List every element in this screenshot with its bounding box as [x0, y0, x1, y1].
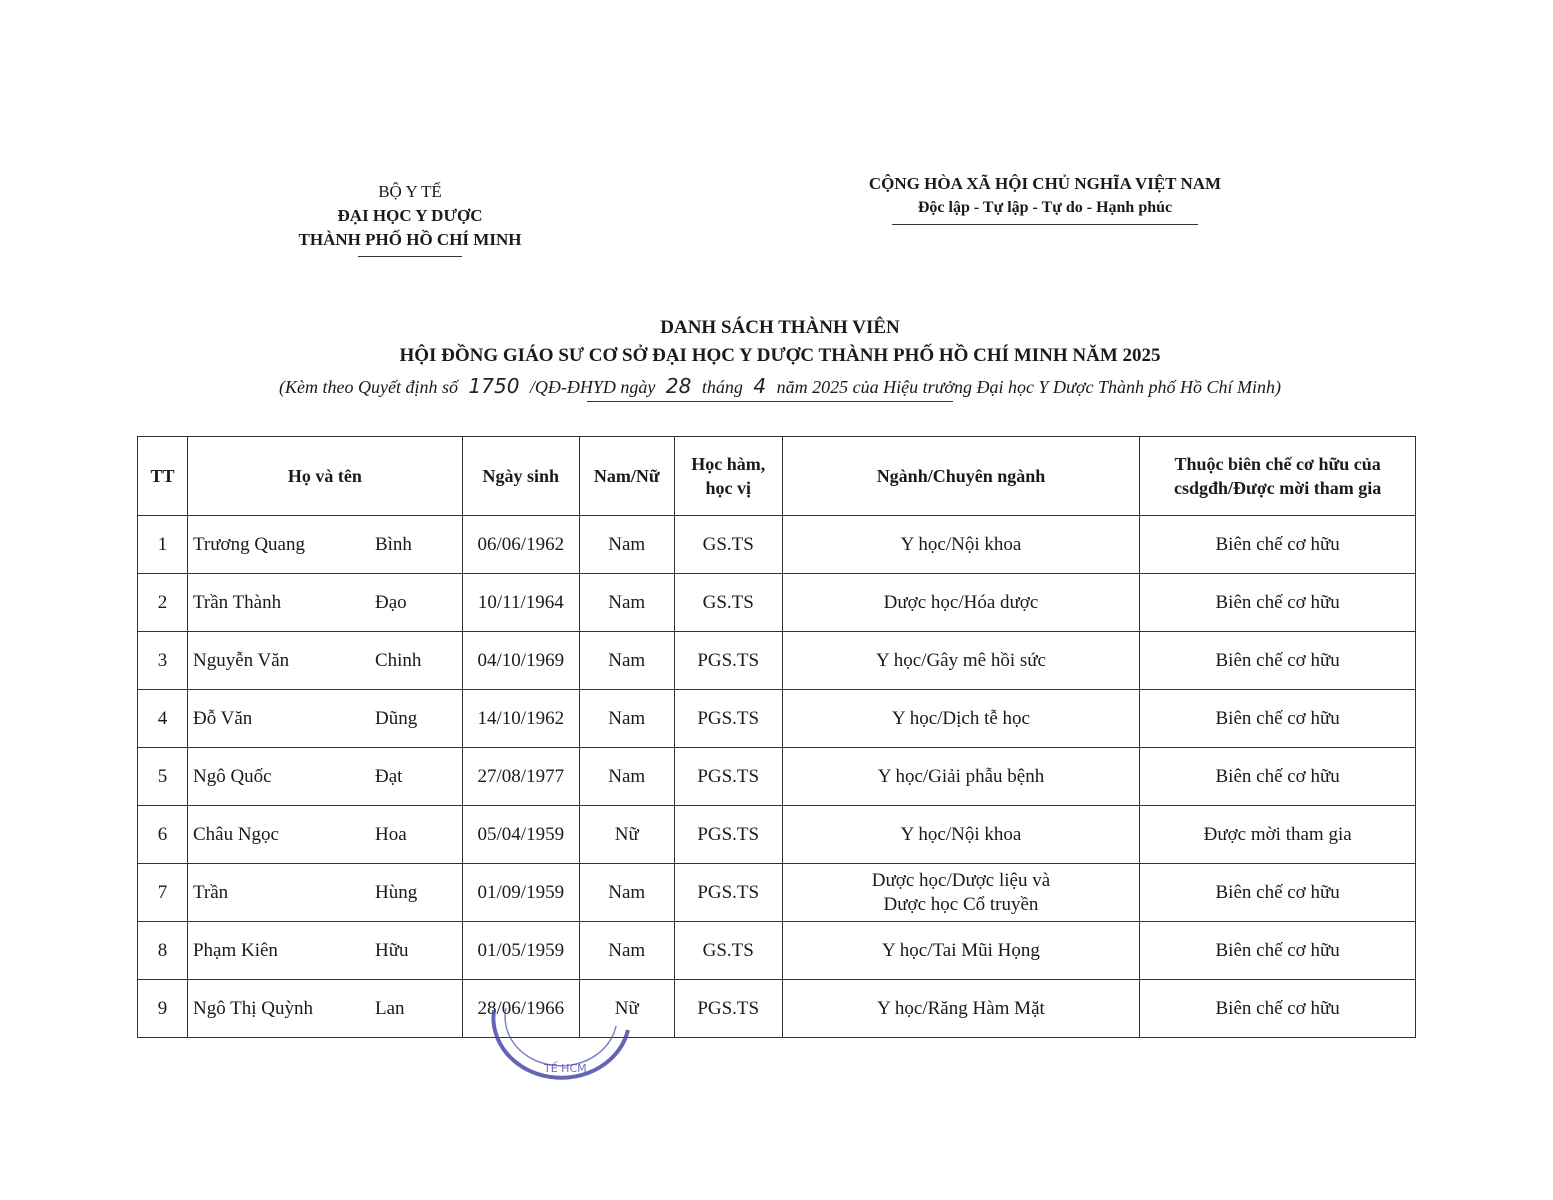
cell-dob: 28/06/1966 [462, 980, 579, 1038]
header-dob: Ngày sinh [462, 437, 579, 516]
reference-suffix: năm 2025 của Hiệu trưởng Đại học Y Dược Thành phố Hồ Chí Minh) [776, 377, 1281, 397]
ministry-name: BỘ Y TẾ [378, 182, 442, 201]
reference-prefix: (Kèm theo Quyết định số [279, 377, 459, 397]
cell-gender: Nam [579, 864, 674, 922]
header-rank [674, 437, 782, 516]
cell-given-name: Lan [374, 997, 405, 1019]
cell-gender: Nam [579, 516, 674, 574]
cell-rank: PGS.TS [674, 864, 782, 922]
header-gender: Nam/Nữ [579, 437, 674, 516]
field-line-1: Y học/Tai Mũi Họng [882, 939, 1040, 961]
field-line-1: Y học/Nội khoa [900, 533, 1022, 555]
table-row [138, 632, 1416, 690]
cell-status: Biên chế cơ hữu [1140, 574, 1416, 632]
cell-given-name: Hữu [374, 939, 409, 961]
cell-rank: PGS.TS [674, 690, 782, 748]
cell-tt: 2 [138, 574, 188, 632]
field-line-1: Y học/Giải phẫu bệnh [877, 765, 1045, 787]
title-line-1: DANH SÁCH THÀNH VIÊN [660, 317, 900, 338]
cell-rank: PGS.TS [674, 748, 782, 806]
cell-rank: PGS.TS [674, 980, 782, 1038]
table-row [138, 690, 1416, 748]
table-row [138, 922, 1416, 980]
cell-field [782, 574, 1140, 632]
cell-tt: 1 [138, 516, 188, 574]
cell-surname: Đỗ Văn [192, 707, 253, 729]
header-field: Ngành/Chuyên ngành [782, 437, 1140, 516]
cell-rank: GS.TS [674, 516, 782, 574]
cell-gender: Nữ [579, 980, 674, 1038]
cell-rank: GS.TS [674, 574, 782, 632]
cell-status: Biên chế cơ hữu [1140, 690, 1416, 748]
table-row [138, 980, 1416, 1038]
cell-name [187, 980, 462, 1038]
cell-dob: 01/09/1959 [462, 864, 579, 922]
motto-underline [892, 224, 1198, 225]
cell-field [782, 690, 1140, 748]
cell-given-name: Hoa [374, 823, 407, 845]
cell-tt: 6 [138, 806, 188, 864]
cell-status: Biên chế cơ hữu [1140, 516, 1416, 574]
table-row [138, 864, 1416, 922]
field-line-1: Dược học/Dược liệu và [871, 869, 1051, 891]
reference-mid-1: /QĐ-ĐHYD ngày [529, 377, 656, 397]
cell-tt: 3 [138, 632, 188, 690]
reference-underline [587, 401, 953, 402]
header-status-line-2: csdgđh/Được mời tham gia [1174, 478, 1382, 498]
country-name: CỘNG HÒA XÃ HỘI CHỦ NGHĨA VIỆT NAM [868, 174, 1222, 193]
field-line-2: Dược học Cổ truyền [883, 893, 1039, 915]
cell-given-name: Đạt [374, 765, 403, 787]
cell-field [782, 806, 1140, 864]
cell-given-name: Bình [374, 533, 412, 555]
cell-surname: Phạm Kiên [192, 939, 278, 961]
cell-rank: PGS.TS [674, 806, 782, 864]
document-title [150, 314, 1410, 402]
national-motto: Độc lập - Tự lập - Tự do - Hạnh phúc [917, 199, 1173, 216]
cell-given-name: Chinh [374, 649, 422, 671]
cell-dob: 14/10/1962 [462, 690, 579, 748]
cell-gender: Nam [579, 632, 674, 690]
university-name: ĐẠI HỌC Y DƯỢC [337, 206, 483, 225]
cell-surname: Châu Ngọc [192, 823, 279, 845]
table-row [138, 574, 1416, 632]
university-city: THÀNH PHỐ HỒ CHÍ MINH [298, 230, 522, 249]
seal-text: TẾ HCM [544, 1062, 587, 1075]
decision-day: 28 [665, 374, 692, 398]
field-line-1: Y học/Răng Hàm Mặt [877, 997, 1045, 1019]
field-line-1: Dược học/Hóa dược [883, 591, 1039, 613]
field-line-1: Y học/Nội khoa [900, 823, 1022, 845]
title-line-2: HỘI ĐỒNG GIÁO SƯ CƠ SỞ ĐẠI HỌC Y DƯỢC THÀNH PHỐ HỒ CHÍ MINH NĂM 2025 [399, 345, 1161, 366]
cell-rank: GS.TS [674, 922, 782, 980]
table-row [138, 806, 1416, 864]
cell-status: Được mời tham gia [1140, 806, 1416, 864]
cell-status: Biên chế cơ hữu [1140, 748, 1416, 806]
decision-reference [150, 372, 1410, 401]
field-line-1: Y học/Dịch tễ học [891, 707, 1030, 729]
cell-gender: Nam [579, 690, 674, 748]
cell-status: Biên chế cơ hữu [1140, 864, 1416, 922]
decision-number: 1750 [468, 374, 520, 398]
cell-name [187, 806, 462, 864]
cell-gender: Nữ [579, 806, 674, 864]
cell-field [782, 632, 1140, 690]
cell-field [782, 922, 1140, 980]
header-rank-line-2: học vị [705, 478, 751, 498]
cell-tt: 8 [138, 922, 188, 980]
cell-dob: 06/06/1962 [462, 516, 579, 574]
members-table [137, 436, 1416, 1038]
cell-tt: 4 [138, 690, 188, 748]
cell-given-name: Hùng [374, 881, 418, 903]
cell-name [187, 922, 462, 980]
cell-name [187, 864, 462, 922]
cell-surname: Trương Quang [192, 533, 305, 555]
cell-given-name: Dũng [374, 707, 418, 729]
header-name: Họ và tên [187, 437, 462, 516]
cell-field [782, 516, 1140, 574]
cell-gender: Nam [579, 574, 674, 632]
issuer-underline [358, 256, 462, 257]
table-row [138, 516, 1416, 574]
header-rank-line-1: Học hàm, [691, 454, 766, 474]
cell-tt: 7 [138, 864, 188, 922]
cell-tt: 5 [138, 748, 188, 806]
table-header-row [138, 437, 1416, 516]
cell-surname: Ngô Quốc [192, 765, 272, 787]
cell-tt: 9 [138, 980, 188, 1038]
cell-field [782, 748, 1140, 806]
field-line-1: Y học/Gây mê hồi sức [875, 649, 1046, 671]
header-status-line-1: Thuộc biên chế cơ hữu của [1174, 454, 1381, 474]
cell-name [187, 516, 462, 574]
cell-name [187, 574, 462, 632]
national-header [840, 172, 1250, 225]
cell-status: Biên chế cơ hữu [1140, 980, 1416, 1038]
cell-surname: Trần Thành [192, 591, 282, 613]
cell-gender: Nam [579, 922, 674, 980]
cell-given-name: Đạo [374, 591, 407, 613]
reference-mid-2: tháng [701, 377, 743, 397]
cell-status: Biên chế cơ hữu [1140, 632, 1416, 690]
cell-field [782, 980, 1140, 1038]
cell-surname: Ngô Thị Quỳnh [192, 997, 313, 1019]
decision-month: 4 [753, 374, 767, 398]
cell-name [187, 690, 462, 748]
table-row [138, 748, 1416, 806]
cell-status: Biên chế cơ hữu [1140, 922, 1416, 980]
cell-surname: Nguyễn Văn [192, 649, 290, 671]
cell-dob: 04/10/1969 [462, 632, 579, 690]
cell-dob: 10/11/1964 [462, 574, 579, 632]
cell-field [782, 864, 1140, 922]
cell-rank: PGS.TS [674, 632, 782, 690]
cell-gender: Nam [579, 748, 674, 806]
cell-surname: Trần [192, 881, 229, 903]
issuer-header [270, 180, 550, 257]
header-tt: TT [138, 437, 188, 516]
cell-dob: 05/04/1959 [462, 806, 579, 864]
cell-name [187, 632, 462, 690]
cell-name [187, 748, 462, 806]
cell-dob: 27/08/1977 [462, 748, 579, 806]
cell-dob: 01/05/1959 [462, 922, 579, 980]
header-status [1140, 437, 1416, 516]
